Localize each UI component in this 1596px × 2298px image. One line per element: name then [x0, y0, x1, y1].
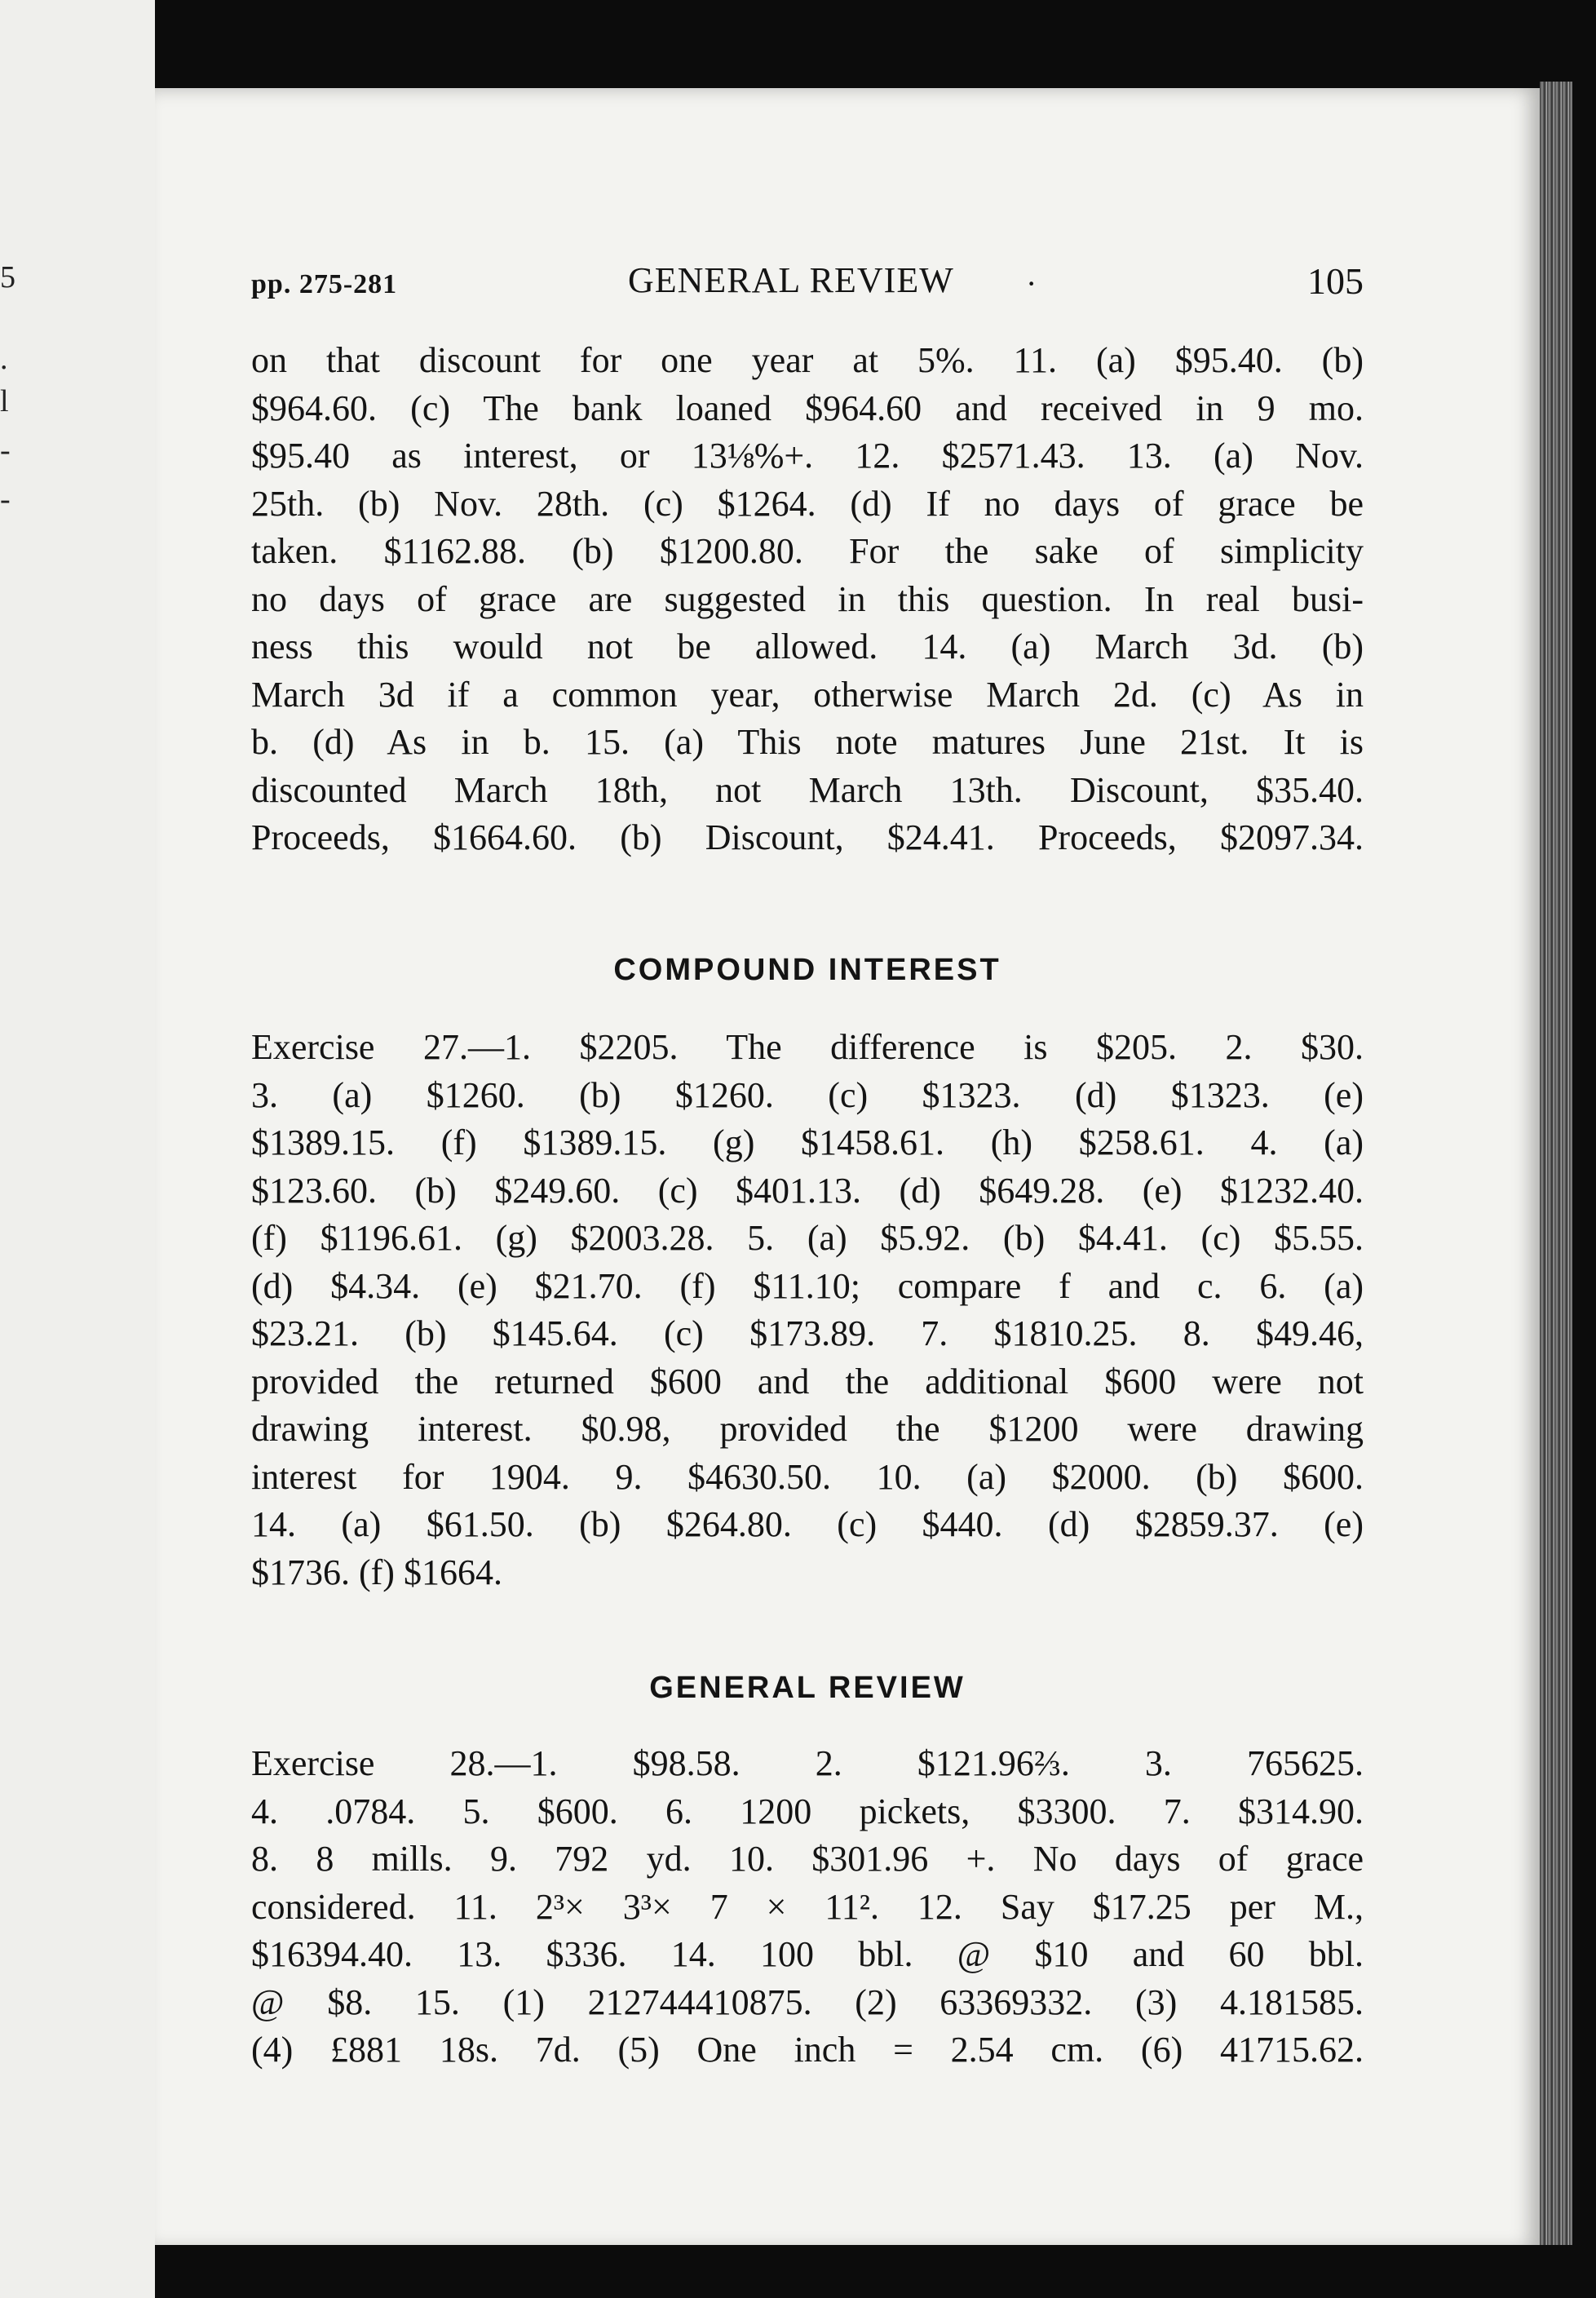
text-line: $123.60. (b) $249.60. (c) $401.13. (d) $649.28. (e) $1232.40. [251, 1170, 1364, 1211]
answers-block-discount [251, 337, 1364, 862]
text-line: Exercise 28.—1. $98.58. 2. $121.96⅔. 3. 765625. [251, 1743, 1364, 1783]
text-line: (f) $1196.61. (g) $2003.28. 5. (a) $5.92. (b) $4.41. (c) $5.55. [251, 1218, 1364, 1258]
text-line: $1736. (f) $1664. [251, 1552, 502, 1592]
text-line: $23.21. (b) $145.64. (c) $173.89. 7. $1810.25. 8. $49.46, [251, 1313, 1364, 1353]
text-line: Proceeds, $1664.60. (b) Discount, $24.41. Proceeds, $2097.34. [251, 817, 1364, 857]
text-line: $95.40 as interest, or 13⅛%+. 12. $2571.43. 13. (a) Nov. [251, 436, 1364, 476]
text-line: (4) £881 18s. 7d. (5) One inch = 2.54 cm. (6) 41715.62. [251, 2030, 1364, 2070]
text-line: @ $8. 15. (1) 212744410875. (2) 63369332. (3) 4.181585. [251, 1981, 1364, 2022]
text-line: taken. $1162.88. (b) $1200.80. For the sake of simplicity [251, 531, 1364, 571]
separator-dot: · [1026, 265, 1037, 302]
bottom-shadow [155, 2245, 1574, 2298]
running-title: GENERAL REVIEW [628, 260, 954, 300]
text-line: no days of grace are suggested in this question. In real busi- [251, 578, 1364, 619]
text-line: Exercise 27.—1. $2205. The difference is $205. 2. $30. [251, 1027, 1364, 1067]
page-edge-spine [1540, 82, 1572, 2268]
edge-mark: - [0, 482, 11, 516]
text-line: ness this would not be allowed. 14. (a) March 3d. (b) [251, 627, 1364, 666]
text-line: provided the returned $600 and the additional $600 were not [251, 1361, 1364, 1401]
answers-block-exercise-28 [251, 1740, 1364, 2074]
text-line: drawing interest. $0.98, provided the $1200 were drawing [251, 1409, 1364, 1449]
text-line: 3. (a) $1260. (b) $1260. (c) $1323. (d) $1323. (e) [251, 1074, 1364, 1115]
text-line: considered. 11. 2³× 3³× 7 × 11². 12. Say $17.25 per M., [251, 1886, 1364, 1927]
text-line: $964.60. (c) The bank loaned $964.60 and received in 9 mo. [251, 387, 1364, 428]
text-line: (d) $4.34. (e) $21.70. (f) $11.10; compare f and c. 6. (a) [251, 1265, 1364, 1306]
edge-mark: . [0, 342, 8, 376]
page-number: 105 [1307, 260, 1364, 302]
text-line: discounted March 18th, not March 13th. Discount, $35.40. [251, 769, 1364, 810]
text-line: $1389.15. (f) $1389.15. (g) $1458.61. (h) $258.61. 4. (a) [251, 1122, 1364, 1162]
text-line: interest for 1904. 9. $4630.50. 10. (a) $2000. (b) $600. [251, 1456, 1364, 1497]
text-line: 25th. (b) Nov. 28th. (c) $1264. (d) If no days of grace be [251, 483, 1364, 524]
edge-mark: - [0, 433, 11, 467]
text-line: on that discount for one year at 5%. 11. (a) $95.40. (b) [251, 340, 1364, 380]
text-line: b. (d) As in b. 15. (a) This note matures June 21st. It is [251, 722, 1364, 762]
facing-page-edge [0, 0, 155, 2298]
page-range: pp. 275-281 [251, 269, 398, 299]
edge-mark: l [0, 384, 9, 418]
text-line: $16394.40. 13. $336. 14. 100 bbl. @ $10 and 60 bbl. [251, 1934, 1364, 1974]
text-line: 14. (a) $61.50. (b) $264.80. (c) $440. (d) $2859.37. (e) [251, 1504, 1364, 1544]
text-line: 8. 8 mills. 9. 792 yd. 10. $301.96 +. No days of grace [251, 1839, 1364, 1879]
text-line: March 3d if a common year, otherwise March 2d. (c) As in [251, 674, 1364, 715]
edge-mark: 5 [0, 260, 15, 294]
section-heading-general-review: GENERAL REVIEW [649, 1671, 966, 1705]
answers-block-exercise-27 [251, 1024, 1364, 1596]
section-heading-compound-interest: COMPOUND INTEREST [613, 953, 1001, 987]
text-line: 4. .0784. 5. $600. 6. 1200 pickets, $3300. 7. $314.90. [251, 1791, 1364, 1831]
running-head [251, 259, 1364, 308]
